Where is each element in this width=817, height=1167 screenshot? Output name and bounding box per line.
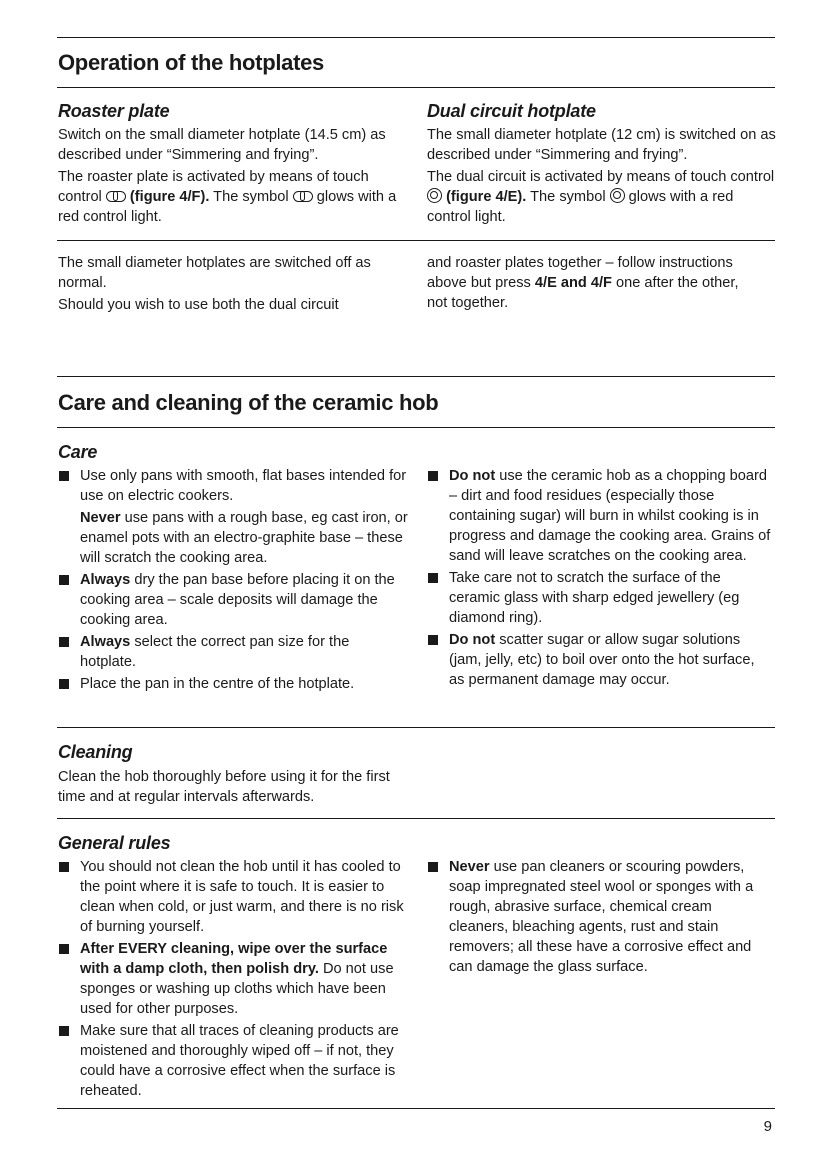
page-number: 9 <box>763 1118 772 1135</box>
section-title-operation: Operation of the hotplates <box>58 50 324 75</box>
care-left-b4: Place the pan in the centre of the hotplate. <box>80 676 355 692</box>
care-list-left <box>58 466 408 694</box>
dual-p2-b: The symbol <box>526 189 610 205</box>
list-item <box>427 568 772 628</box>
dual-p2-a: The dual circuit is activated by means of touch control <box>427 169 775 185</box>
heading-general-rules: General rules <box>58 833 171 853</box>
roaster-p2 <box>58 167 408 227</box>
bottom-rule <box>57 1108 775 1109</box>
care-right-b3: scatter sugar or allow sugar solutions (jam, jelly, etc) to boil over onto the hot surface, as permanent damage may occur. <box>449 632 755 688</box>
general-list-right <box>427 857 772 977</box>
rule-above-care-title <box>57 376 775 377</box>
general-right-b1: use pan cleaners or scouring powders, soap impregnated steel wool or sponges with a rough, abrasive surface, chemical cream cleaners, bleaching agents, rust and stain removers; all these have a corrosive effect and can damage the glass surface. <box>449 859 754 975</box>
heading-care: Care <box>58 442 98 462</box>
care-list-right <box>427 466 772 690</box>
bullet-icon <box>59 944 69 954</box>
list-item <box>427 466 772 566</box>
bullet-icon <box>428 635 438 645</box>
care-right-b3-bold: Do not <box>449 632 496 648</box>
cleaning-text: Clean the hob thoroughly before using it for the first time and at regular intervals afterwards. <box>58 769 390 805</box>
care-left-b2: dry the pan base before placing it on the cooking area – scale deposits will damage the cooking area. <box>80 572 395 628</box>
note-right-a: and roaster plates together – follow instructions above but press <box>427 255 733 291</box>
bullet-icon <box>59 575 69 585</box>
care-right-b1: use the ceramic hob as a chopping board – dirt and food residues (especially those containing sugar) will burn in whilst cooking is in progress and damage the cooking area. Grains of sand will leave scratches on the cooking area. <box>449 468 771 564</box>
list-item <box>58 632 408 672</box>
section-title-care-cleaning: Care and cleaning of the ceramic hob <box>58 390 439 415</box>
list-item <box>58 674 408 694</box>
dual-circuit-symbol-icon <box>427 188 442 203</box>
list-item <box>58 857 410 937</box>
note-right <box>427 253 762 313</box>
roaster-p2-c: glows with a red control light. <box>58 189 397 225</box>
note-left <box>58 253 403 315</box>
note-right-p <box>427 253 762 313</box>
rule-above-general <box>57 818 775 819</box>
care-left-b2-bold: Always <box>80 572 131 588</box>
general-left-b3: Make sure that all traces of cleaning products are moistened and thoroughly wiped off – if not, they could have a corrosive effect when the surface is reheated. <box>80 1023 399 1099</box>
general-left-b2: Do not use sponges or washing up cloths which have been used for other purposes. <box>80 961 394 1017</box>
bullet-icon <box>59 862 69 872</box>
note-left-p2: Should you wish to use both the dual circuit <box>58 297 339 313</box>
dual-figure-ref: (figure 4/E). <box>446 189 527 205</box>
bullet-icon <box>59 1026 69 1036</box>
note-left-p1: The small diameter hotplates are switched off as normal. <box>58 255 371 291</box>
rule-under-operation-title <box>57 87 775 88</box>
dual-p2 <box>427 167 779 227</box>
bullet-icon <box>428 471 438 481</box>
top-rule <box>57 37 775 38</box>
roaster-symbol-icon <box>106 191 126 202</box>
list-item <box>427 857 772 977</box>
dual-circuit-text <box>427 125 779 227</box>
list-item <box>58 570 408 630</box>
roaster-p2-b: The symbol <box>209 189 293 205</box>
bullet-icon <box>428 862 438 872</box>
roaster-plate-text <box>58 125 408 227</box>
list-item <box>427 630 772 690</box>
care-left-never: Never <box>80 510 121 526</box>
general-left-b1: You should not clean the hob until it has cooled to the point where it is safe to touch. It is easier to clean when cold, or just warm, and there is no risk of burning yourself. <box>80 859 404 935</box>
rule-above-cleaning <box>57 727 775 728</box>
heading-cleaning: Cleaning <box>58 742 133 762</box>
roaster-symbol-icon-2 <box>293 191 313 202</box>
heading-dual-circuit: Dual circuit hotplate <box>427 101 596 121</box>
general-left-b2-bold: After EVERY cleaning, wipe over the surface with a damp cloth, then polish dry. <box>80 941 388 977</box>
list-item-sub <box>58 508 408 568</box>
note-right-keys: 4/E and 4/F <box>534 275 612 291</box>
care-right-b1-bold: Do not <box>449 468 496 484</box>
general-list-left <box>58 857 410 1101</box>
list-item <box>58 466 408 506</box>
dual-circuit-symbol-icon-2 <box>610 188 625 203</box>
dual-p2-c: glows with a red control light. <box>427 189 734 225</box>
bullet-icon <box>59 637 69 647</box>
care-left-b3-bold: Always <box>80 634 131 650</box>
general-right-b1-bold: Never <box>449 859 490 875</box>
care-left-b3: select the correct pan size for the hotplate. <box>80 634 350 670</box>
roaster-figure-ref: (figure 4/F). <box>129 189 210 205</box>
care-left-b1: Use only pans with smooth, flat bases intended for use on electric cookers. <box>80 468 407 504</box>
heading-roaster-plate: Roaster plate <box>58 101 170 121</box>
note-right-c: one after the other, not together. <box>427 275 739 311</box>
list-item <box>58 939 410 1019</box>
care-left-b1-sub: use pans with a rough base, eg cast iron, or enamel pots with an electro-graphite base – these will scratch the cooking area. <box>80 510 408 566</box>
roaster-p1: Switch on the small diameter hotplate (14.5 cm) as described under “Simmering and frying”. <box>58 127 386 163</box>
list-item <box>58 1021 410 1101</box>
care-right-b2: Take care not to scratch the surface of the ceramic glass with sharp edged jewellery (eg diamond ring). <box>449 570 740 626</box>
bullet-icon <box>428 573 438 583</box>
dual-p1: The small diameter hotplate (12 cm) is switched on as described under “Simmering and frying”. <box>427 127 776 163</box>
bullet-icon <box>59 471 69 481</box>
rule-under-care-title <box>57 427 775 428</box>
roaster-p2-a: The roaster plate is activated by means of touch control <box>58 169 369 205</box>
bullet-icon <box>59 679 69 689</box>
rule-above-note <box>57 240 775 241</box>
